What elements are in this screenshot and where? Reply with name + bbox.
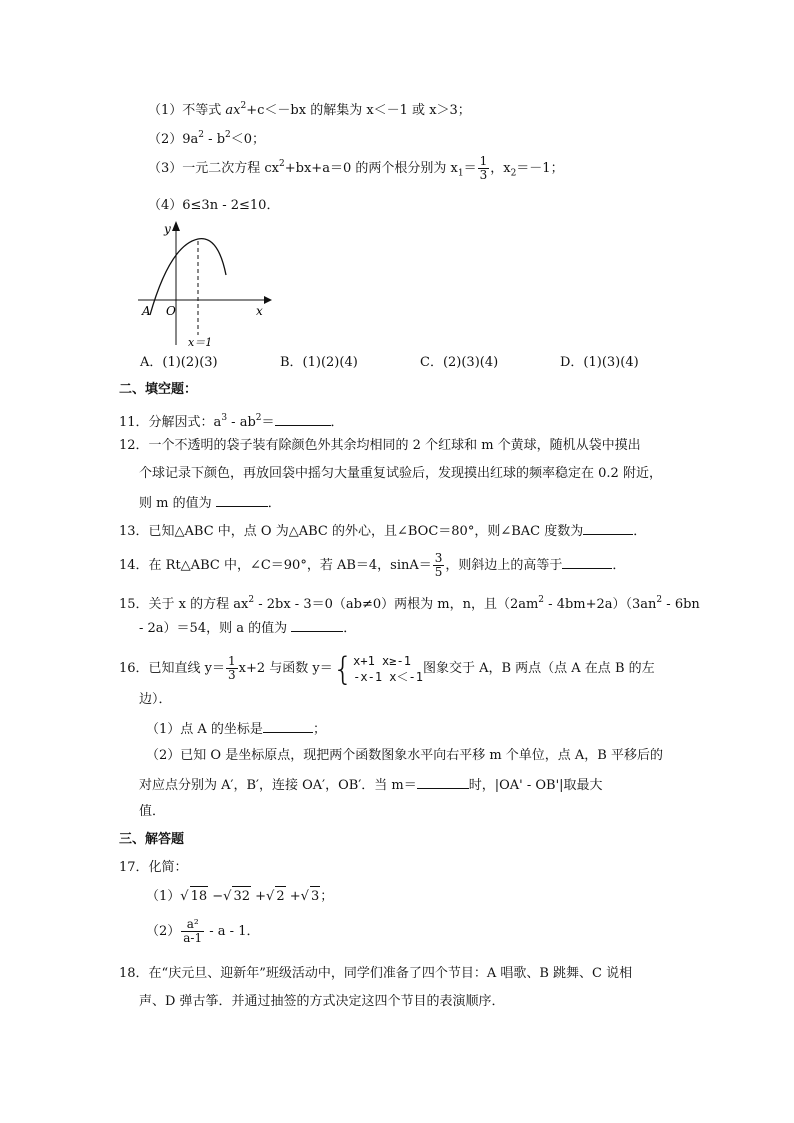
answer-blank-16-1[interactable] <box>263 718 313 733</box>
question-16-part-2-line-3: 值． <box>139 804 166 819</box>
answer-blank-14[interactable] <box>562 554 612 569</box>
question-17-part-1: （1）√ 18 −√ 32 +√ 2 +√ 3； <box>146 886 333 907</box>
y-axis-label: y <box>164 222 171 236</box>
y-axis-arrow-icon <box>172 221 180 231</box>
section-answer-title: 三、解答题 <box>119 832 185 847</box>
question-12-line-3: 则 m 的值为 ． <box>139 492 281 514</box>
x-axis-label: x <box>256 304 263 318</box>
question-16-part-2-line-1: （2）已知 O 是坐标原点，现把两个函数图象水平向右平移 m 个单位，点 A，B 平移后的 <box>146 748 663 763</box>
question-15-line-2: - 2a）＝54，则 a 的值为 ． <box>139 617 356 639</box>
q10-statement-2: $(2)9a^2 - b^2<0$； <box>148 130 266 147</box>
question-16-line-2: 边）． <box>139 692 172 707</box>
question-14: 14．在 Rt△ABC 中，∠C＝90°，若 AB＝4，sinA＝ $\frac{3}{5}$ ，则斜边上的高等于 ． <box>119 551 626 579</box>
parabola-graph <box>132 215 277 350</box>
answer-blank-13[interactable] <box>583 520 633 535</box>
option-c[interactable]: C．(2)(3)(4) <box>420 355 499 370</box>
answer-blank-11[interactable] <box>275 411 331 426</box>
q10-statement-4: （4）6≤3n - 2≤10． <box>148 198 280 213</box>
point-a-label: A <box>142 304 151 318</box>
question-12-line-2: 个球记录下颜色，再放回袋中摇匀大量重复试验后，发现摸出红球的频率稳定在 0.2 附近， <box>139 466 662 481</box>
x-axis-arrow-icon <box>264 296 272 304</box>
q10-statement-1: （1）不等式 $ax^2+c<-bx$ 的解集为 x＜－1 或 x＞3； <box>148 101 471 118</box>
question-16-line-1: 16．已知直线 y＝ $\frac{1}{3}$ x+2 与函数 y＝{ x+1 x≥-1 -x-1 x＜-1 图象交于 A，B 两点（点 A 在点 B 的左 <box>119 649 655 688</box>
brace-icon: { <box>332 649 354 688</box>
question-18-line-2: 声、D 弹古筝．并通过抽签的方式决定这四个节目的表演顺序． <box>139 994 505 1009</box>
answer-blank-12[interactable] <box>216 492 268 507</box>
question-18-line-1: 18．在“庆元旦、迎新年”班级活动中，同学们准备了四个节目：A 唱歌、B 跳舞、C 说相 <box>119 966 633 981</box>
question-13: 13．已知△ABC 中，点 O 为△ABC 的外心，且∠BOC＝80°，则∠BAC 度数为 ． <box>119 520 646 542</box>
question-17-part-2: （2） $\frac{\text{a²}}{a-1}$ - a - 1． <box>146 917 260 945</box>
parabola-curve <box>150 239 226 315</box>
question-16-part-1: （1）点 A 的坐标是 ； <box>146 718 326 740</box>
section-fill-in-title: 二、填空题： <box>119 382 198 397</box>
option-a[interactable]: A．(1)(2)(3) <box>140 355 218 370</box>
answer-blank-15[interactable] <box>291 617 343 632</box>
option-d[interactable]: D．(1)(3)(4) <box>560 355 639 370</box>
symmetry-axis-label: x＝1 <box>188 336 213 349</box>
answer-blank-16-2[interactable] <box>417 774 469 789</box>
option-b[interactable]: B．(1)(2)(4) <box>280 355 358 370</box>
question-16-part-2-line-2: 对应点分别为 A′，B′，连接 OA′，OB′．当 m＝ 时，|OA' - OB'|取最大 <box>139 774 603 796</box>
q10-options <box>140 353 700 373</box>
origin-label: O <box>166 304 176 318</box>
question-15-line-1: 15．关于 x 的方程 $ax^2 - 2bx - 3=0(ab\ne 0)$两根为 m，n，且$(2am^2 - 4bm+2a)(3an^2 - 6bn$ <box>119 595 700 612</box>
q10-statement-3: （3）一元二次方程 $cx^2+bx+a=0$ 的两个根分别为 $x_1=$ $\frac{1}{3}$ ，$x_2=-1$； <box>148 154 564 182</box>
question-17-header: 17．化简： <box>119 860 188 875</box>
question-11: 11．分解因式：$a^3 - ab^2=$ ． <box>119 413 344 430</box>
question-12-line-1: 12．一个不透明的袋子装有除颜色外其余均相同的 2 个红球和 m 个黄球，随机从袋中摸出 <box>119 438 641 453</box>
